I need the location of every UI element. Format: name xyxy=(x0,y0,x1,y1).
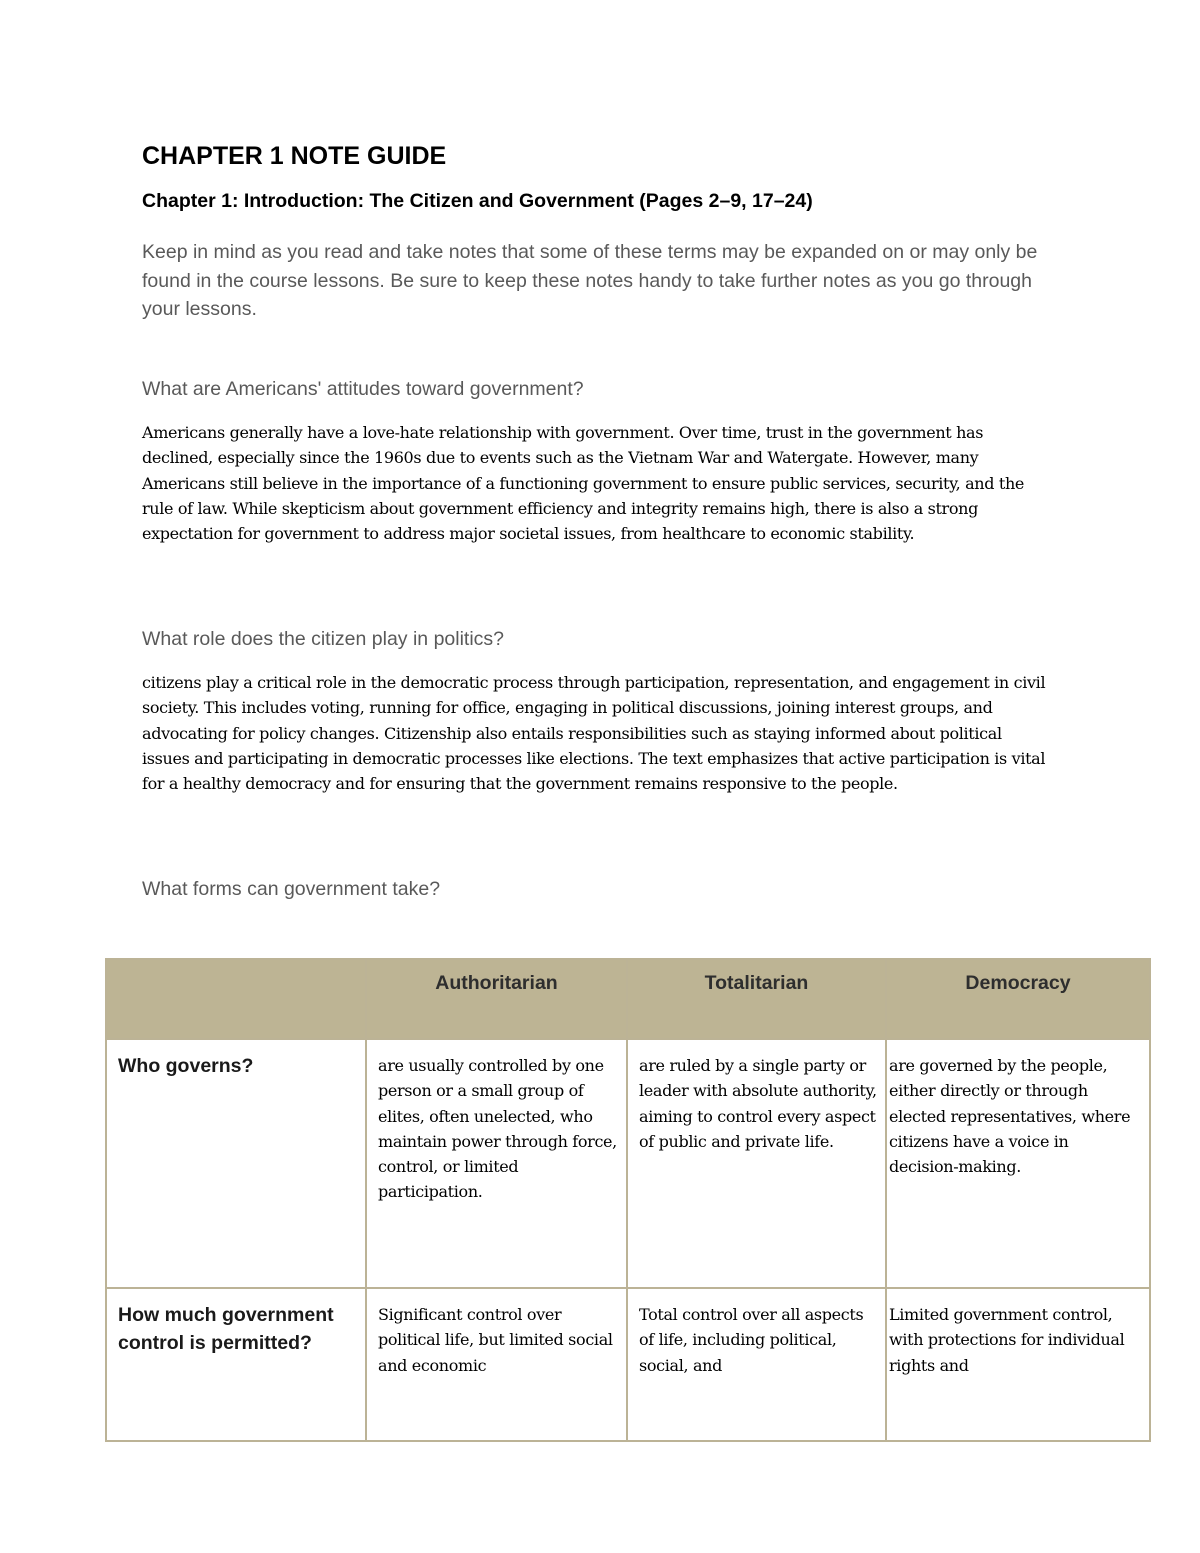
table-header-totalitarian: Totalitarian xyxy=(627,959,886,1039)
answer-attitudes: Americans generally have a love-hate relationship with government. Over time, trust in the government has declined, especially since the 1960s due to events such as the Vietnam War and Watergate. However, many Americans still believe in the importance of a functioning government to ensure public services, security, and the rule of law. While skepticism about government efficiency and integrity remains high, there is also a strong expectation for government to address major societal issues, from healthcare to economic stability. xyxy=(142,423,1025,544)
table-cell-totalitarian: Total control over all aspects of life, including political, social, and xyxy=(627,1288,886,1441)
page-title: CHAPTER 1 NOTE GUIDE xyxy=(142,142,447,170)
question-attitudes: What are Americans' attitudes toward government? xyxy=(142,378,584,400)
government-forms-table xyxy=(105,958,1151,1442)
table-row xyxy=(106,1039,1150,1288)
row-label-government-control: How much government control is permitted? xyxy=(106,1288,366,1441)
table-cell-totalitarian: are ruled by a single party or leader with absolute authority, aiming to control every aspect of public and private life. xyxy=(627,1039,886,1288)
question-citizen-role: What role does the citizen play in politics? xyxy=(142,628,505,650)
intro-paragraph: Keep in mind as you read and take notes that some of these terms may be expanded on or may only be found in the course lessons. Be sure to keep these notes handy to take further notes as you go through your lessons. xyxy=(142,241,1038,320)
row-label-who-governs: Who governs? xyxy=(106,1039,366,1288)
table-header-democracy: Democracy xyxy=(886,959,1150,1039)
table-cell-democracy: are governed by the people, either directly or through elected representatives, where citizens have a voice in decision-making. xyxy=(886,1039,1150,1288)
table-header-row xyxy=(106,959,1150,1039)
table-cell-authoritarian: Significant control over political life, but limited social and economic xyxy=(366,1288,627,1441)
table-header-empty xyxy=(106,959,366,1039)
chapter-subtitle: Chapter 1: Introduction: The Citizen and Government (Pages 2–9, 17–24) xyxy=(142,190,813,212)
question-government-forms: What forms can government take? xyxy=(142,878,441,900)
table-header-authoritarian: Authoritarian xyxy=(366,959,627,1039)
answer-citizen-role: citizens play a critical role in the democratic process through participation, representation, and engagement in civil society. This includes voting, running for office, engaging in political discussions, joining interest groups, and advocating for policy changes. Citizenship also entails responsibilities such as staying informed about political issues and participating in democratic processes like elections. The text emphasizes that active participation is vital for a healthy democracy and for ensuring that the government remains responsive to the people. xyxy=(142,673,1046,794)
table-row xyxy=(106,1288,1150,1441)
table-cell-authoritarian: are usually controlled by one person or a small group of elites, often unelected, who maintain power through force, control, or limited participation. xyxy=(366,1039,627,1288)
table-cell-democracy: Limited government control, with protections for individual rights and xyxy=(886,1288,1150,1441)
